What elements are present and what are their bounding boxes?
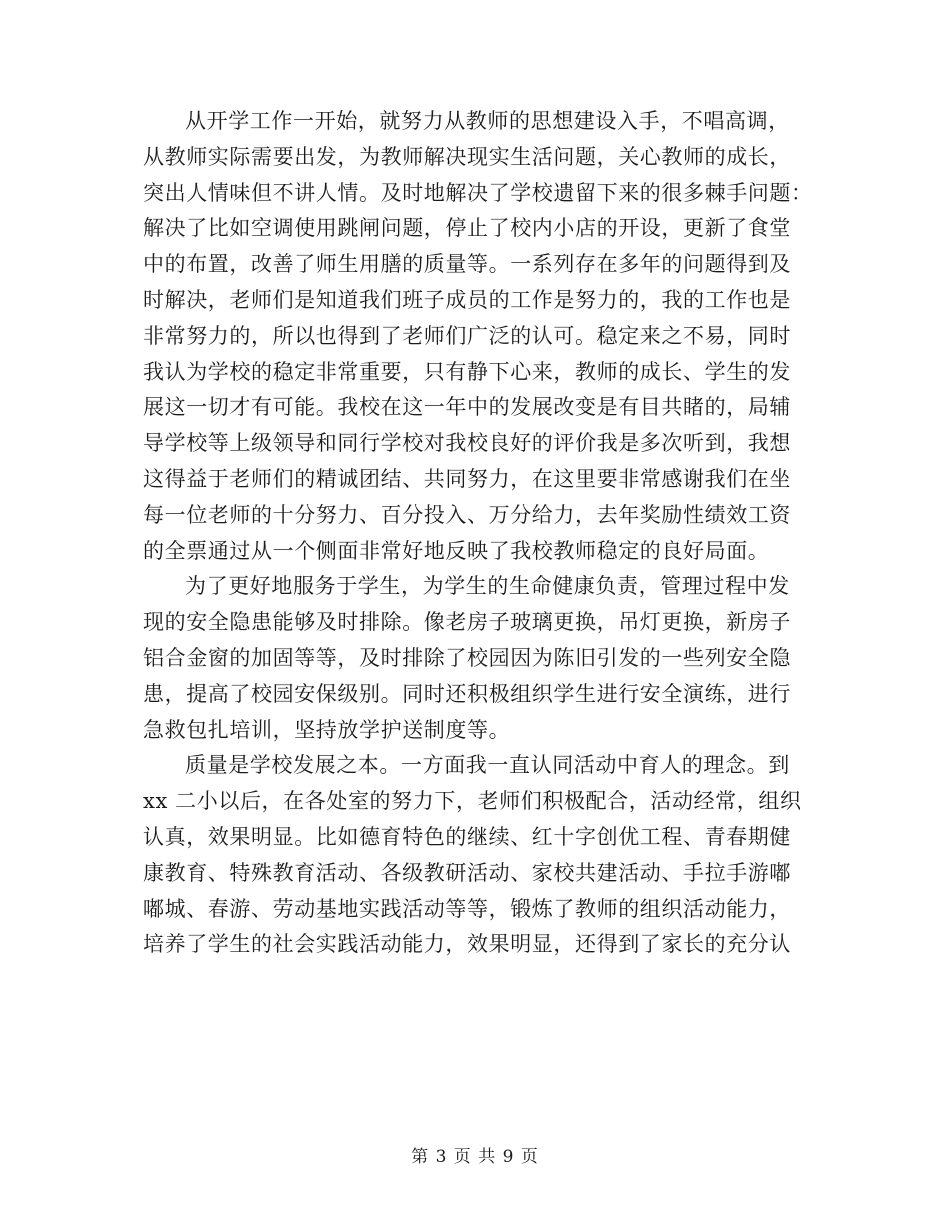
text-line: 从开学工作一开始，就努力从教师的思想建设入手，不唱高调，: [185, 109, 790, 133]
text-line: 康教育、特殊教育活动、各级教研活动、家校共建活动、手拉手游嘟: [143, 860, 791, 885]
text-line: 展这一切才有可能。我校在这一年中的发展改变是有目共睹的，局辅: [143, 395, 791, 420]
text-line: 非常努力的，所以也得到了老师们广泛的认可。稳定来之不易，同时: [143, 323, 791, 348]
text-line: 认真，效果明显。比如德育特色的继续、红十字创优工程、青春期健: [143, 824, 791, 849]
text-line: 这得益于老师们的精诚团结、共同努力，在这里要非常感谢我们在坐: [143, 466, 791, 491]
paragraph-2: [143, 569, 803, 748]
text-line: 解决了比如空调使用跳闸问题，停止了校内小店的开设，更新了食堂: [143, 216, 791, 241]
text-line: 现的安全隐患能够及时排除。像老房子玻璃更换，吊灯更换，新房子: [143, 610, 791, 635]
text-line: 质量是学校发展之本。一方面我一直认同活动中育人的理念。到: [185, 753, 790, 778]
text-line: 患，提高了校园安保级别。同时还积极组织学生进行安全演练，进行: [143, 681, 791, 706]
text-line: 的全票通过从一个侧面非常好地反映了我校教师稳定的良好局面。: [143, 538, 770, 563]
text-line: 导学校等上级领导和同行学校对我校良好的评价我是多次听到，我想: [143, 431, 791, 456]
text-line: 中的布置，改善了师生用膳的质量等。一系列存在多年的问题得到及: [143, 252, 791, 277]
text-line: 突出人情味但不讲人情。及时地解决了学校遗留下来的很多棘手问题：: [143, 180, 813, 205]
document-body: [143, 104, 813, 963]
text-line: 急救包扎培训，坚持放学护送制度等。: [143, 717, 511, 742]
text-line: 培养了学生的社会实践活动能力，效果明显，还得到了家长的充分认: [143, 932, 791, 957]
text-line: 铝合金窗的加固等等，及时排除了校园因为陈旧引发的一些列安全隐: [143, 645, 791, 670]
page-number-footer: 第 3 页 共 9 页: [411, 1147, 539, 1167]
text-line: xx 二小以后，在各处室的努力下，老师们积极配合，活动经常，组织: [143, 789, 802, 814]
text-line: 从教师实际需要出发，为教师解决现实生活问题，关心教师的成长，: [143, 144, 791, 169]
text-line: 时解决，老师们是知道我们班子成员的工作是努力的，我的工作也是: [143, 287, 791, 312]
text-line: 嘟城、春游、劳动基地实践活动等等，锻炼了教师的组织活动能力，: [143, 896, 791, 921]
text-line: 我认为学校的稳定非常重要，只有静下心来，教师的成长、学生的发: [143, 359, 791, 384]
paragraph-1: [143, 104, 813, 569]
text-line: 为了更好地服务于学生，为学生的生命健康负责，管理过程中发: [185, 574, 790, 599]
text-line: 每一位老师的十分努力、百分投入、万分给力，去年奖励性绩效工资: [143, 502, 791, 527]
paragraph-3: [143, 748, 803, 963]
